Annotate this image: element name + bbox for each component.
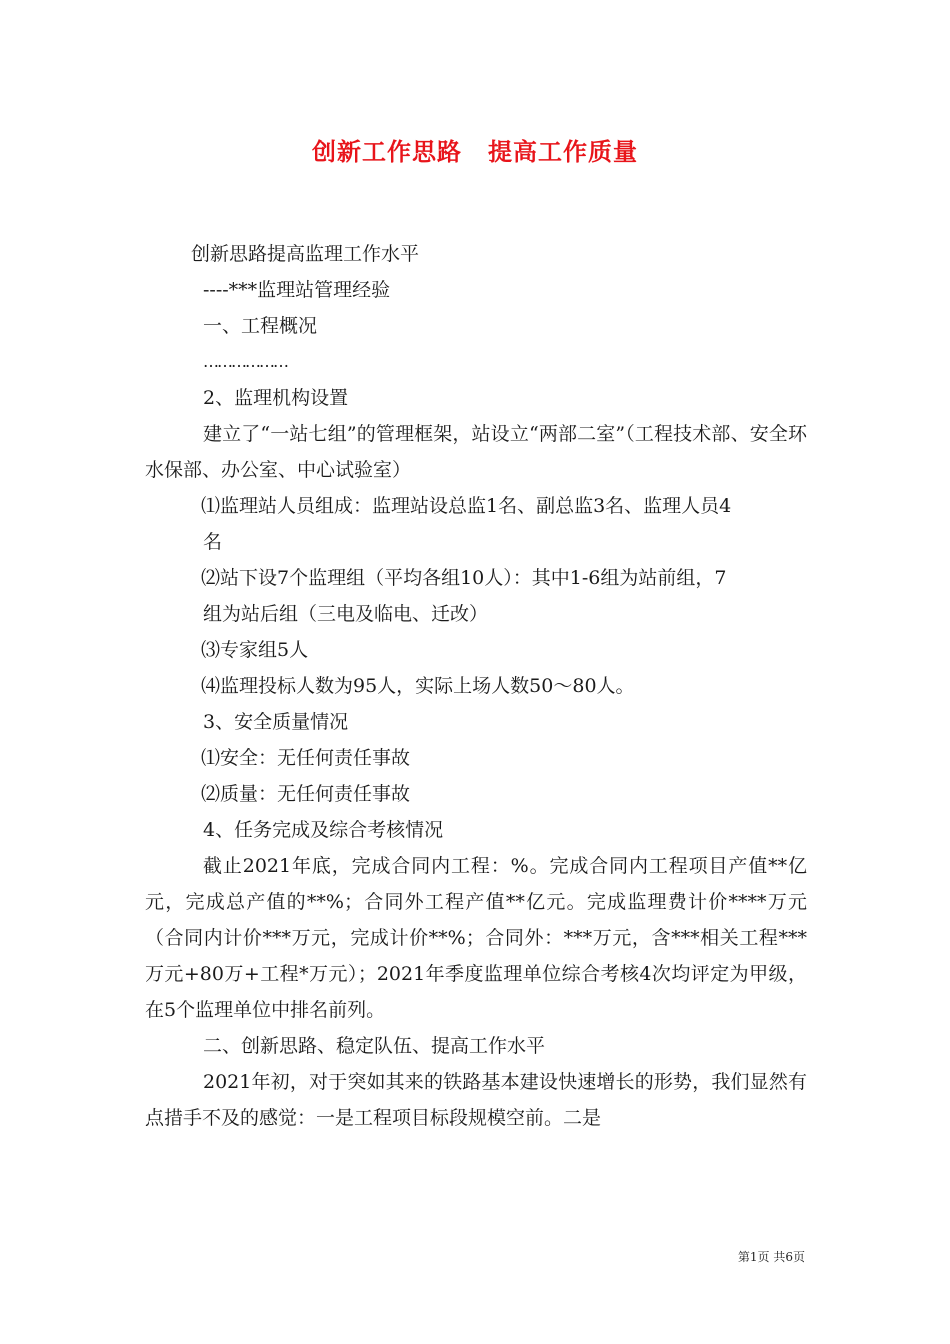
section-heading-2: 二、创新思路、稳定队伍、提高工作水平 (203, 1035, 546, 1057)
paragraph-staff-2: 名 (203, 531, 223, 553)
paragraph-bid: ⑷监理投标人数为95人，实际上场人数50～80人。 (201, 675, 635, 697)
paragraph-safety: ⑴安全：无任何责任事故 (201, 747, 411, 769)
paragraph-intro-2021: 2021年初，对于突如其来的铁路基本建设快速增长的形势，我们显然有点措手不及的感觉：一是工程项目标段规模空前。二是 (145, 1071, 807, 1129)
paragraph-groups-2: 组为站后组（三电及临电、迁改） (203, 603, 489, 625)
subsection-heading-3: 3、安全质量情况 (203, 711, 349, 733)
paragraph-groups-1: ⑵站下设7个监理组（平均各组10人）：其中1-6组为站前组，7 (201, 567, 727, 589)
document-title (0, 132, 950, 167)
subtitle: 创新思路提高监理工作水平 (191, 243, 420, 265)
subtitle-source: ----***监理站管理经验 (203, 279, 391, 301)
paragraph-experts: ⑶专家组5人 (201, 639, 309, 661)
section-heading-1: 一、工程概况 (203, 315, 318, 337)
page-footer: 第1页 共6页 (737, 1250, 805, 1264)
title-part-1: 创新工作思路 (312, 138, 462, 166)
paragraph-staff-1: ⑴监理站人员组成：监理站设总监1名、副总监3名、监理人员4 (201, 495, 732, 517)
paragraph-quality: ⑵质量：无任何责任事故 (201, 783, 411, 805)
ellipsis-line: ……………… (203, 352, 287, 371)
subsection-heading-4: 4、任务完成及综合考核情况 (203, 819, 444, 841)
paragraph-tasks: 截止2021年底，完成合同内工程：%。完成合同内工程项目产值**亿元，完成总产值的**%；合同外工程产值**亿元。完成监理费计价****万元（合同内计价***万元，完成计价**%；合同外：***万元，含***相关工程***万元+80万+工程*万元）；2021年季度监理单位综合考核4次均评定为甲级，在5个监理单位中排名前列。 (145, 855, 807, 1021)
subsection-heading-2: 2、监理机构设置 (203, 387, 349, 409)
title-part-2: 提高工作质量 (488, 138, 638, 166)
document-body (145, 236, 807, 1136)
paragraph-structure: 建立了“一站七组”的管理框架，站设立“两部二室”（工程技术部、安全环水保部、办公室、中心试验室） (145, 423, 807, 481)
